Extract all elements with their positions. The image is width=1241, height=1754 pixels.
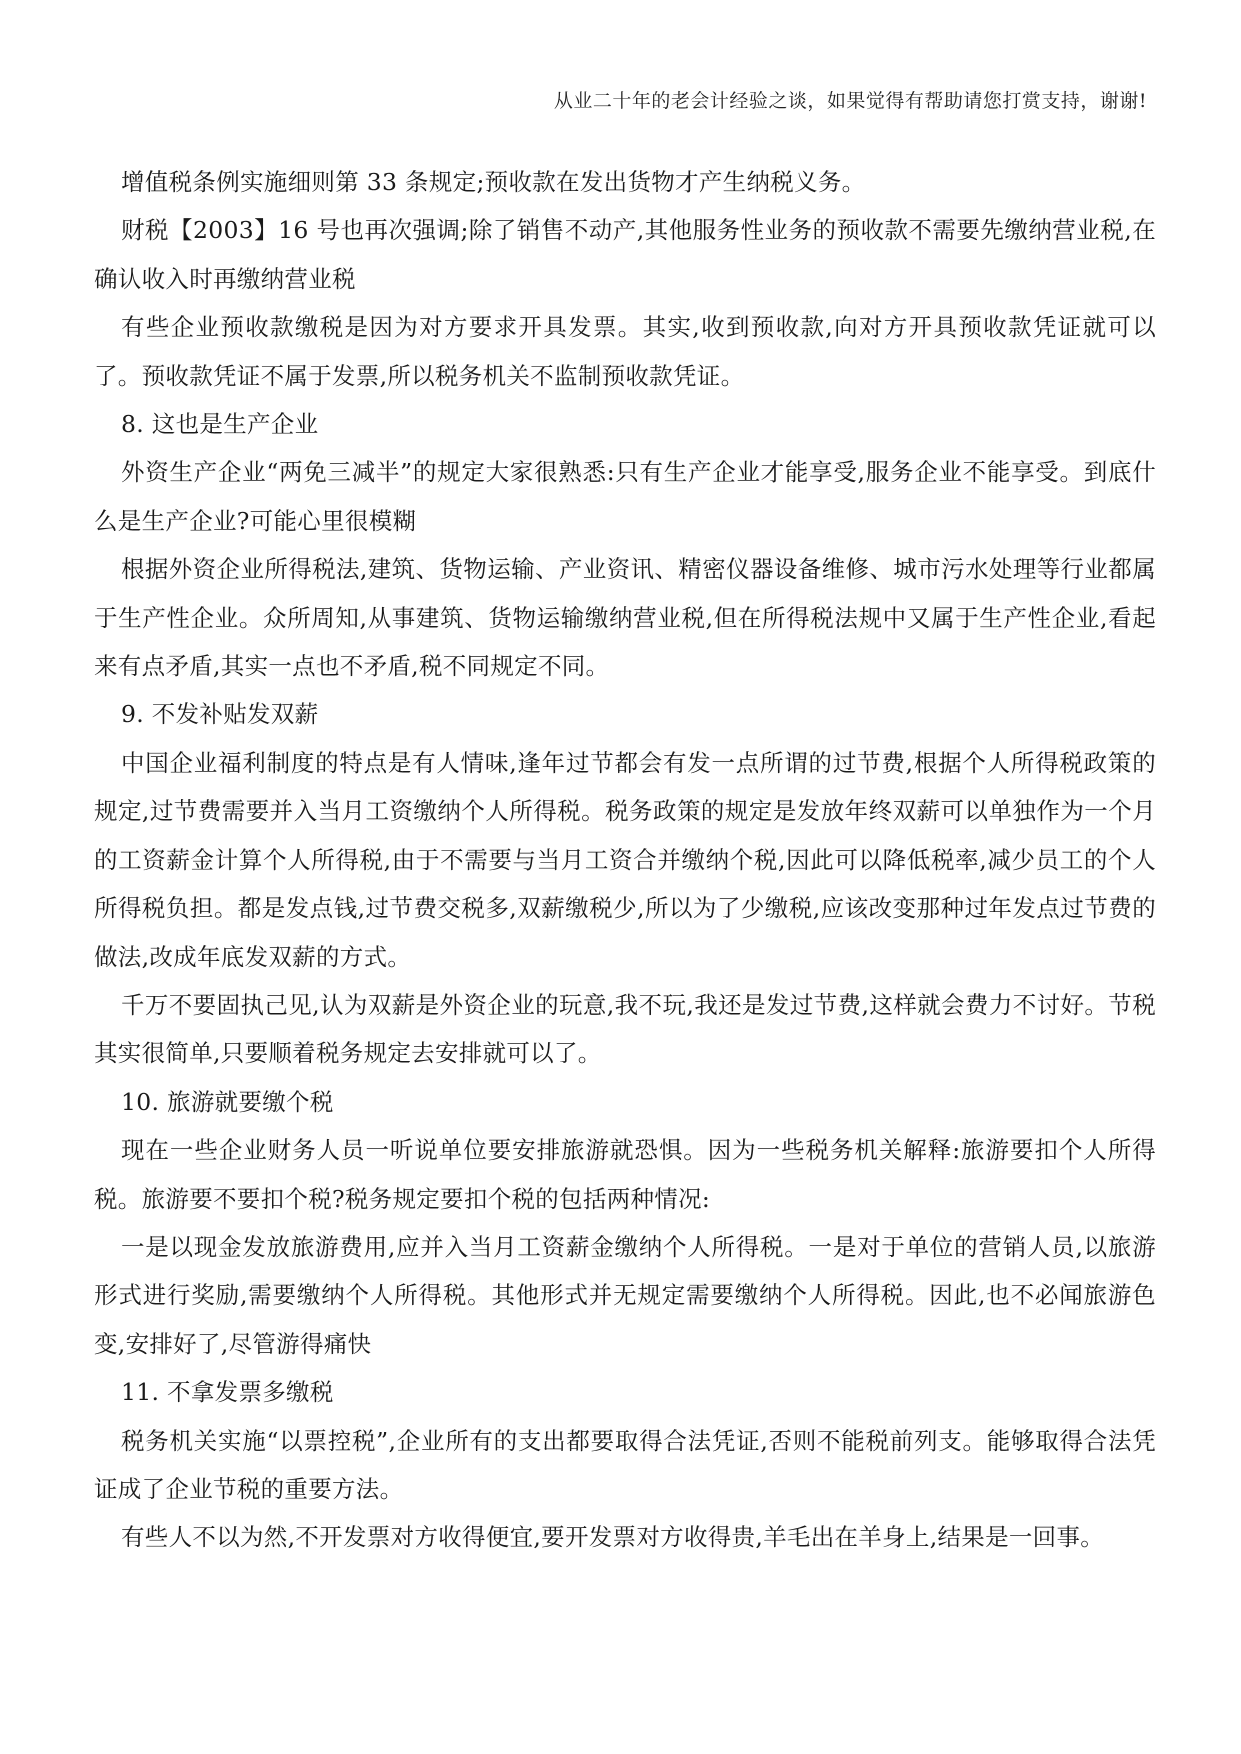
paragraph: 增值税条例实施细则第 33 条规定;预收款在发出货物才产生纳税义务。 xyxy=(121,168,866,196)
section-heading: 11. 不拿发票多缴税 xyxy=(121,1378,334,1407)
paragraph: 有些企业预收款缴税是因为对方要求开具发票。其实,收到预收款,向对方开具预收款凭证就可以了。预收款凭证不属于发票,所以税务机关不监制预收款凭证。 xyxy=(94,313,1156,390)
paragraph: 外资生产企业“两免三减半”的规定大家很熟悉:只有生产企业才能享受,服务企业不能享受。到底什么是生产企业?可能心里很模糊 xyxy=(94,458,1156,535)
paragraph: 有些人不以为然,不开发票对方收得便宜,要开发票对方收得贵,羊毛出在羊身上,结果是一回事。 xyxy=(121,1523,1105,1552)
paragraph: 现在一些企业财务人员一听说单位要安排旅游就恐惧。因为一些税务机关解释:旅游要扣个人所得税。旅游要不要扣个税?税务规定要扣个税的包括两种情况: xyxy=(94,1136,1156,1213)
paragraph: 中国企业福利制度的特点是有人情味,逢年过节都会有发一点所谓的过节费,根据个人所得税政策的规定,过节费需要并入当月工资缴纳个人所得税。税务政策的规定是发放年终双薪可以单独作为一个月的工资薪金计算个人所得税,由于不需要与当月工资合并缴纳个税,因此可以降低税率,减少员工的个人所得税负担。都是发点钱,过节费交税多,双薪缴税少,所以为了少缴税,应该改变那种过年发点过节费的做法,改成年底发双薪的方式。 xyxy=(94,748,1156,971)
paragraph: 税务机关实施“以票控税”,企业所有的支出都要取得合法凭证,否则不能税前列支。能够取得合法凭证成了企业节税的重要方法。 xyxy=(94,1426,1156,1503)
document-body xyxy=(94,158,1156,1562)
section-heading: 10. 旅游就要缴个税 xyxy=(121,1087,334,1116)
section-heading: 9. 不发补贴发双薪 xyxy=(121,700,319,729)
paragraph: 根据外资企业所得税法,建筑、货物运输、产业资讯、精密仪器设备维修、城市污水处理等行业都属于生产性企业。众所周知,从事建筑、货物运输缴纳营业税,但在所得税法规中又属于生产性企业,看起来有点矛盾,其实一点也不矛盾,税不同规定不同。 xyxy=(94,555,1156,681)
header-note: 从业二十年的老会计经验之谈，如果觉得有帮助请您打赏支持，谢谢! xyxy=(553,90,1147,112)
paragraph: 一是以现金发放旅游费用,应并入当月工资薪金缴纳个人所得税。一是对于单位的营销人员,以旅游形式进行奖励,需要缴纳个人所得税。其他形式并无规定需要缴纳个人所得税。因此,也不必闻旅游色变,安排好了,尽管游得痛快 xyxy=(94,1232,1156,1358)
paragraph: 财税【2003】16 号也再次强调;除了销售不动产,其他服务性业务的预收款不需要先缴纳营业税,在确认收入时再缴纳营业税 xyxy=(94,216,1156,293)
section-heading: 8. 这也是生产企业 xyxy=(121,410,319,439)
paragraph: 千万不要固执己见,认为双薪是外资企业的玩意,我不玩,我还是发过节费,这样就会费力不讨好。节税其实很简单,只要顺着税务规定去安排就可以了。 xyxy=(94,990,1156,1068)
